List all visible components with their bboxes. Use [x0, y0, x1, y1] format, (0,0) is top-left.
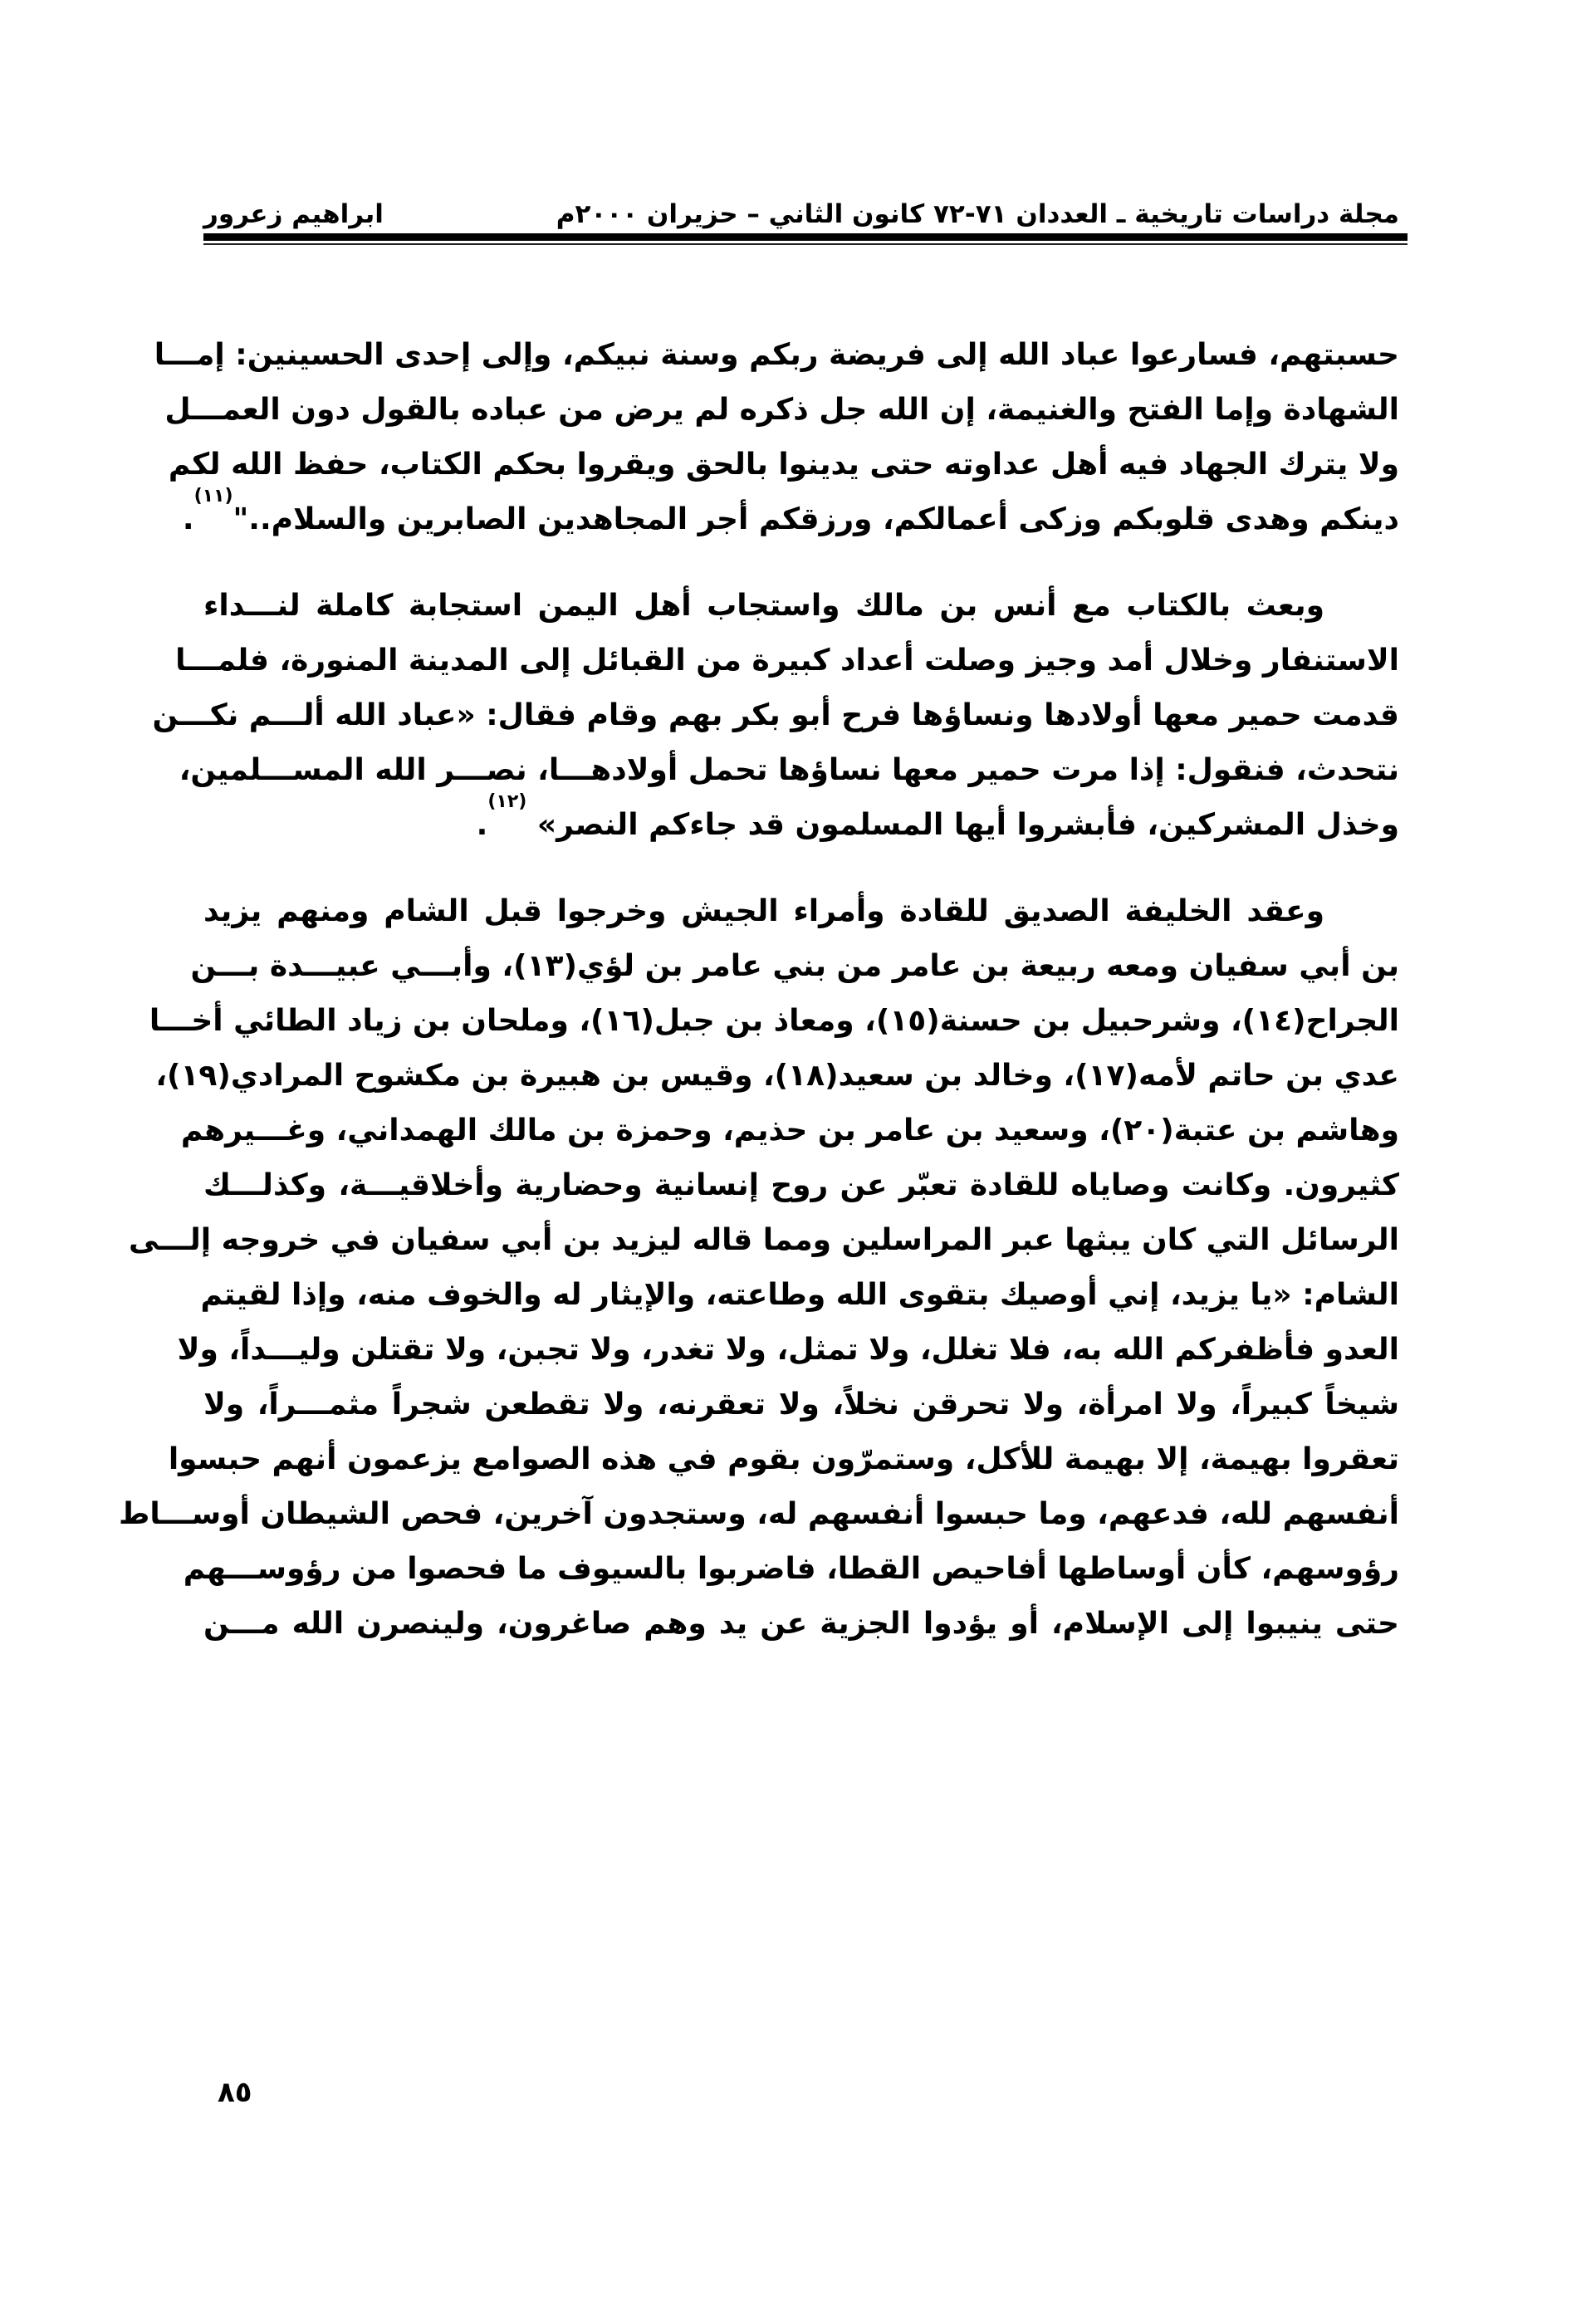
journal-title: مجلة دراسات تاريخية ـ العددان ٧١-٧٢ كانون الثاني – حزيران ٢٠٠٠م: [556, 199, 1399, 229]
header-rule: [203, 233, 1408, 241]
text-line: رؤوسهم، كأن أوساطها أفاحيص القطا، فاضربوا بالسيوف ما فحصوا من رؤوســـهم: [183, 1552, 1399, 1586]
text-line: الشهادة وإما الفتح والغنيمة، إن الله جل ذكره لم يرض من عباده بالقول دون العمـــل: [164, 393, 1399, 427]
text-line: كثيرون. وكانت وصاياه للقادة تعبّر عن روح إنسانية وحضارية وأخلاقيـــة، وكذلـــك: [203, 1168, 1399, 1202]
author-name: ابراهيم زعرور: [203, 199, 384, 229]
paragraph-3: [118, 884, 1399, 1652]
text-line: أنفسهم لله، فدعهم، وما حبسوا أنفسهم له، وستجدون آخرين، فحص الشيطان أوســـاط: [118, 1497, 1399, 1531]
text-line: الاستنفار وخلال أمد وجيز وصلت أعداد كبيرة من القبائل إلى المدينة المنورة، فلمـــا: [175, 644, 1399, 678]
footnote-ref: (١١): [193, 486, 233, 507]
paragraph-1: [154, 328, 1399, 547]
text-line: وخذل المشركين، فأبشروا أيها المسلمون قد جاءكم النصر» $^{(١٢)}$.: [476, 791, 1399, 842]
text-line: وهاشم بن عتبة(٢٠)، وسعيد بن عامر بن حذيم، وحمزة بن مالك الهمداني، وغـــيرهم: [180, 1113, 1399, 1148]
text-line: الجراح(١٤)، وشرحبيل بن حسنة(١٥)، ومعاذ بن جبل(١٦)، وملحان بن زياد الطائي أخـــا: [149, 1004, 1399, 1038]
page-number: ٨٥: [218, 2076, 252, 2109]
text-line-content: وخذل المشركين، فأبشروا أيها المسلمون قد جاءكم النصر»: [536, 808, 1399, 842]
text-line: حسبتهم، فسارعوا عباد الله إلى فريضة ربكم وسنة نبيكم، وإلى إحدى الحسينين: إمـــا: [154, 338, 1399, 372]
text-line: وعقد الخليفة الصديق للقادة وأمراء الجيش وخرجوا قبل الشام ومنهم يزيد: [203, 894, 1324, 928]
text-line: الشام: «يا يزيد، إني أوصيك بتقوى الله وطاعته، والإيثار له والخوف منه، وإذا لقيتم: [200, 1278, 1399, 1312]
running-header: [203, 189, 1399, 231]
text-line: شيخاً كبيراً، ولا امرأة، ولا تحرقن نخلاً، ولا تعقرنه، ولا تقطعن شجراً مثمـــراً، ولا: [203, 1388, 1399, 1422]
text-line: ولا يترك الجهاد فيه أهل عداوته حتى يدينوا بالحق ويقروا بحكم الكتاب، حفظ الله لكم: [168, 448, 1399, 482]
text-line: وبعث بالكتاب مع أنس بن مالك واستجاب أهل اليمن استجابة كاملة لنـــداء: [203, 589, 1324, 623]
text-line: تعقروا بهيمة، إلا بهيمة للأكل، وستمرّون بقوم في هذه الصوامع يزعمون أنهم حبسوا: [168, 1442, 1399, 1476]
body-text: [118, 328, 1399, 1683]
header-rule-thin: [203, 243, 1408, 245]
text-line: عدي بن حاتم لأمه(١٧)، وخالد بن سعيد(١٨)، وقيس بن هبيرة بن مكشوح المرادي(١٩)،: [155, 1059, 1399, 1093]
text-line: الرسائل التي كان يبثها عبر المراسلين ومما قاله ليزيد بن أبي سفيان في خروجه إلـــى: [128, 1223, 1399, 1257]
text-line-content: دينكم وهدى قلوبكم وزكى أعمالكم، ورزقكم أجر المجاهدين الصابرين والسلام..": [233, 502, 1399, 536]
text-line: العدو فأظفركم الله به، فلا تغلل، ولا تمثل، ولا تغدر، ولا تجبن، ولا تقتلن وليـــداً، ولا: [177, 1333, 1399, 1367]
text-line: بن أبي سفيان ومعه ربيعة بن عامر من بني عامر بن لؤي(١٣)، وأبـــي عبيـــدة بـــن: [190, 949, 1399, 983]
footnote-ref: (١٢): [487, 791, 527, 812]
text-line: دينكم وهدى قلوبكم وزكى أعمالكم، ورزقكم أجر المجاهدين الصابرين والسلام.."$^{(١١)}$.: [182, 486, 1399, 536]
text-line: نتحدث، فنقول: إذا مرت حمير معها نساؤها تحمل أولادهـــا، نصـــر الله المســـلمين،: [179, 753, 1399, 787]
text-line: قدمت حمير معها أولادها ونساؤها فرح أبو بكر بهم وقام فقال: «عباد الله ألـــم نكـــن: [152, 698, 1399, 732]
paragraph-2: [152, 579, 1399, 853]
text-line: حتى ينيبوا إلى الإسلام، أو يؤدوا الجزية عن يد وهم صاغرون، ولينصرن الله مـــن: [203, 1607, 1399, 1641]
